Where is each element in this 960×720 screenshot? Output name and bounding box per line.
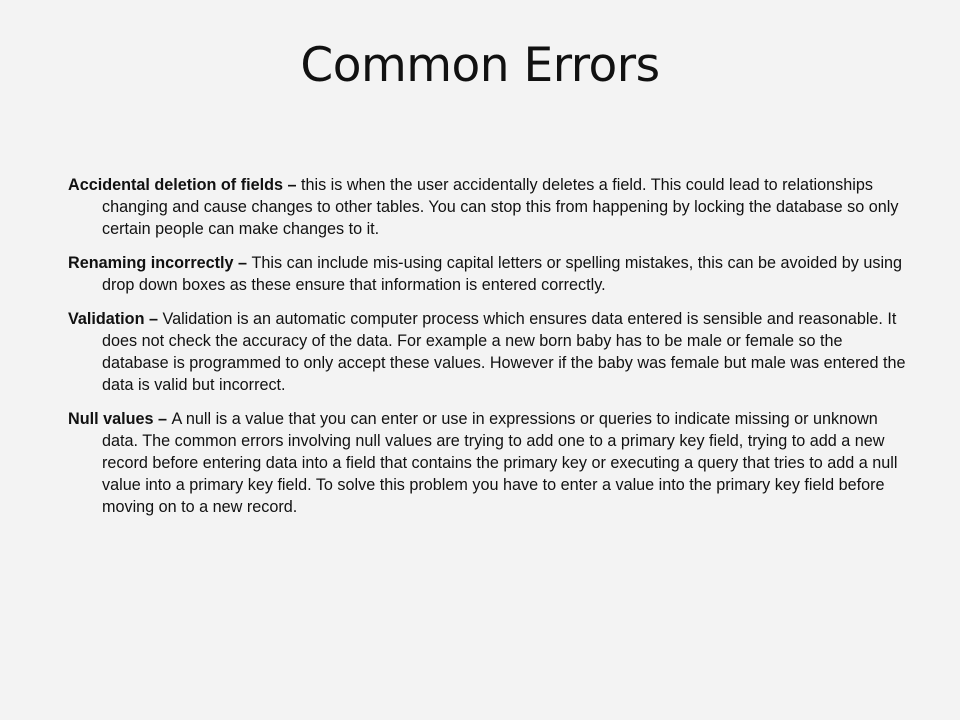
entry-separator: – <box>153 410 172 428</box>
entry-text: This can include mis-using capital letters or spelling mistakes, this can be avoided by using drop down boxes as these ensure that information is entered correctly. <box>102 254 903 294</box>
slide-title: Common Errors <box>300 38 660 93</box>
entry-validation <box>68 308 910 396</box>
entry-separator: – <box>282 176 301 194</box>
entry-text: A null is a value that you can enter or use in expressions or queries to indicate missing or unknown data. The common errors involving null values are trying to add one to a primary key field, trying to add a new record before entering data into a field that contains the primary key or executing a query that tries to add a null value into a primary key field. To solve this problem you have to enter a value into the primary key field before moving on to a new record. <box>102 410 898 516</box>
entry-null-values <box>68 408 910 518</box>
entry-term: Renaming incorrectly <box>68 254 234 272</box>
entry-separator: – <box>144 310 163 328</box>
entry-term: Null values <box>68 410 154 428</box>
entry-term: Accidental deletion of fields <box>68 176 283 194</box>
entry-renaming-incorrectly <box>68 252 910 296</box>
entry-term: Validation <box>68 310 145 328</box>
slide-body <box>68 174 910 530</box>
entry-accidental-deletion <box>68 174 910 240</box>
entry-separator: – <box>233 254 252 272</box>
entry-text: this is when the user accidentally deletes a field. This could lead to relationships changing and cause changes to other tables. You can stop this from happening by locking the database so only certain people can make changes to it. <box>102 176 899 238</box>
entry-text: Validation is an automatic computer process which ensures data entered is sensible and reasonable. It does not check the accuracy of the data. For example a new born baby has to be male or female so the database is programmed to only accept these values. However if the baby was female but male was entered the data is valid but incorrect. <box>102 310 906 394</box>
